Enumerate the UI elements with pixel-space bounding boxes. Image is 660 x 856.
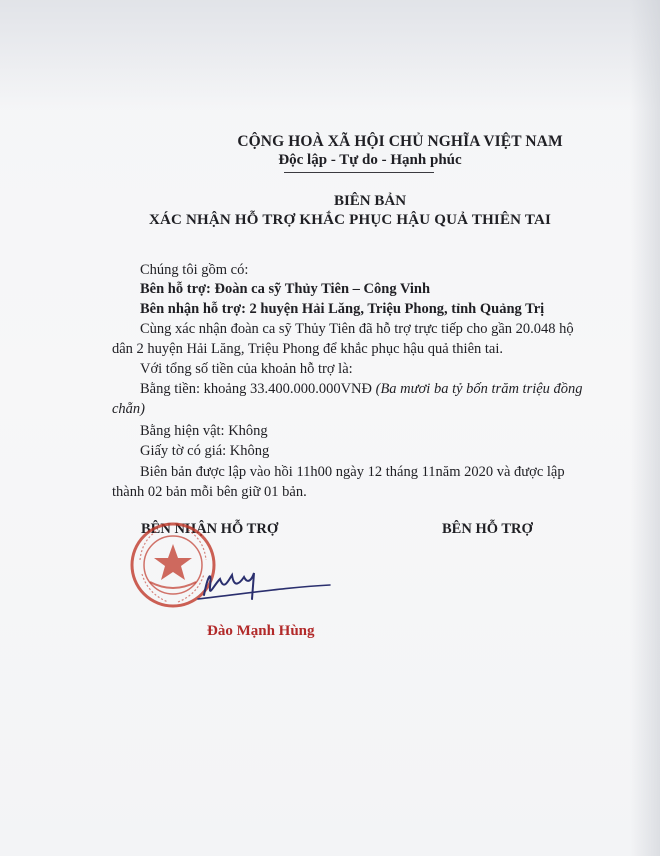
valuables-line: Giấy tờ có giá: Không <box>140 443 270 459</box>
paper-shadow-top <box>0 0 660 110</box>
cash-line <box>140 380 583 398</box>
confirm-line-2: dân 2 huyện Hải Lăng, Triệu Phong để khắc phục hậu quả thiên tai. <box>112 341 504 357</box>
intro-line: Chúng tôi gồm có: <box>140 262 249 278</box>
confirm-line-1: Cùng xác nhận đoàn ca sỹ Thủy Tiên đã hỗ trợ trực tiếp cho gần 20.048 hộ <box>140 321 574 337</box>
recipient-line: Bên nhận hỗ trợ: 2 huyện Hải Lăng, Triệu Phong, tỉnh Quảng Trị <box>140 301 545 317</box>
in-kind-line: Bằng hiện vật: Không <box>140 423 268 439</box>
document-title: BIÊN BẢN <box>333 193 407 209</box>
document-subtitle: XÁC NHẬN HỖ TRỢ KHẮC PHỤC HẬU QUẢ THIÊN TAI <box>148 212 552 228</box>
supporter-signature-label: BÊN HỖ TRỢ <box>442 521 533 537</box>
cash-in-words: (Ba mươi ba tỷ bốn trăm triệu đồng <box>375 381 583 397</box>
closing-line-1: Biên bản được lập vào hồi 11h00 ngày 12 tháng 11năm 2020 và được lập <box>140 464 565 480</box>
motto-underline <box>284 172 434 173</box>
paper-shadow-right <box>630 0 660 856</box>
cash-amount: Bằng tiền: khoảng 33.400.000.000VNĐ <box>140 381 372 397</box>
cash-in-words-cont: chẵn) <box>112 401 146 417</box>
total-intro-line: Với tổng số tiền của khoản hỗ trợ là: <box>140 361 353 377</box>
closing-line-2: thành 02 bản mỗi bên giữ 01 bản. <box>112 484 307 500</box>
supporter-line: Bên hỗ trợ: Đoàn ca sỹ Thủy Tiên – Công Vinh <box>140 281 431 297</box>
handwritten-signature-icon <box>190 555 340 615</box>
recipient-signature-label: BÊN NHẬN HỖ TRỢ <box>141 521 279 537</box>
recipient-signer-name: Đào Mạnh Hùng <box>207 623 315 639</box>
national-motto: Độc lập - Tự do - Hạnh phúc <box>278 152 462 168</box>
national-title: CỘNG HOÀ XÃ HỘI CHỦ NGHĨA VIỆT NAM <box>237 133 563 150</box>
